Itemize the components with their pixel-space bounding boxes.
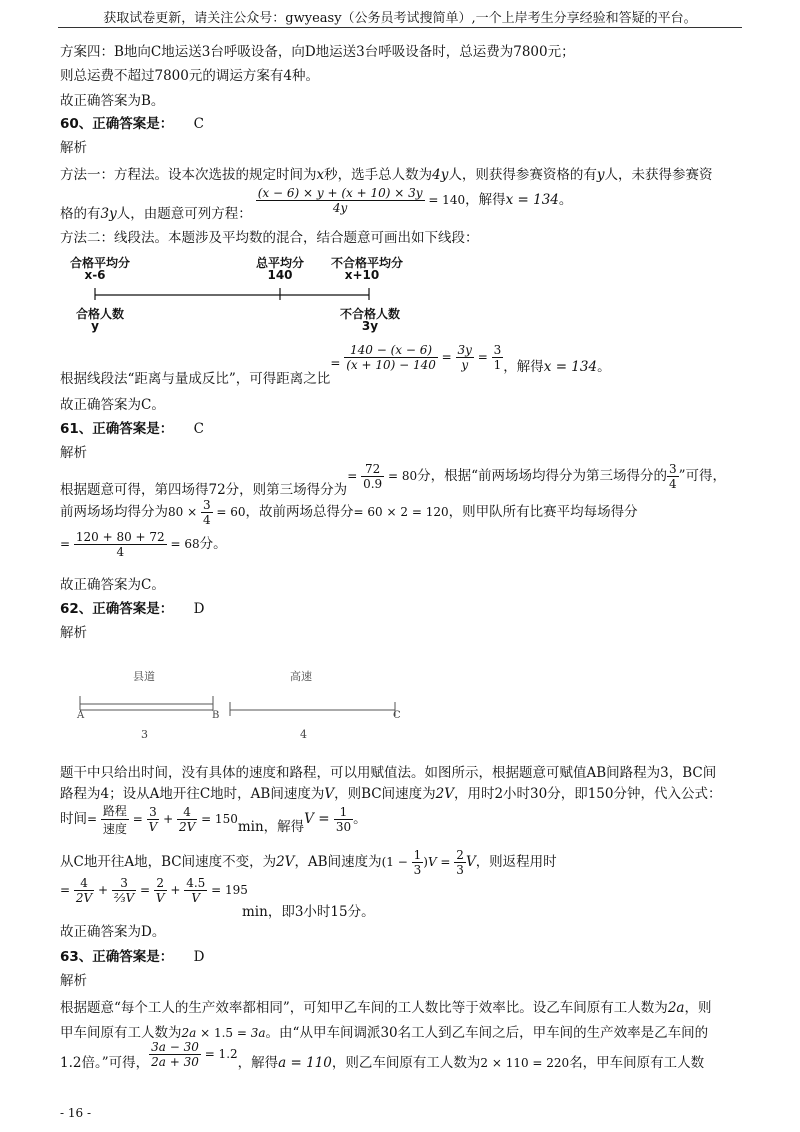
text-seg: 分。 [199, 536, 227, 552]
q63-line3: 1.2倍。”可得， $\frac{3a - 30}{2a + 30}$ = 1.2，解得a = 110，则乙车间原有工人数为2 × 110 = 220名，甲车间原有工人数 [60, 1040, 705, 1071]
answer-line: 故正确答案为D。 [60, 924, 166, 940]
answer-letter: C [193, 421, 204, 437]
page-number: - 16 - [60, 1106, 92, 1120]
text-seg: 人，未获得参赛资 [604, 167, 713, 183]
question-number: 60、正确答案是： [60, 116, 174, 132]
question-63-heading [60, 945, 204, 965]
text-seg: 从C地开往A地，BC间速度不变，为 [60, 854, 277, 870]
math: x = 134 [505, 192, 559, 208]
text-seg: ，则BC间速度为 [334, 786, 436, 802]
text-seg: 人，由题意可列方程： [116, 206, 252, 222]
q61-line1: 根据题意可得，第四场得72分，则第三场得分为= $\frac{72}{0.9}$ = 80分，根据“前两场场均得分为第三场得分的 $\frac{3}{4}$ ”可得， [60, 462, 727, 498]
text-seg: ”可得， [678, 468, 727, 484]
fraction: $\frac{140 - (x - 6)}{(x + 10) - 140}$ [346, 343, 436, 372]
point-label: C [393, 710, 401, 721]
answer-line: 故正确答案为B。 [60, 93, 165, 109]
fraction: $\frac{4.5}{V}$ [186, 876, 206, 905]
text-seg: 分，根据“前两场场均得分为第三场得分的 [417, 468, 668, 484]
page-header: 获取试卷更新，请关注公众号：gwyeasy（公务员考试搜简单）,一个上岸考生分享经验和答疑的平台。 [103, 11, 697, 26]
text-seg: 人，则获得参赛资格的有 [448, 167, 597, 183]
diagram-value: 140 [267, 268, 293, 282]
text-seg: ，解得 [465, 192, 506, 208]
text-seg: ，则甲队所有比赛平均每场得分 [448, 504, 638, 520]
text-seg: 前两场场均得分为 [60, 504, 168, 520]
math: x [316, 167, 325, 183]
text-seg: 名，甲车间原有工人数 [569, 1055, 705, 1071]
question-60-heading [60, 112, 204, 132]
text-seg: 格的有 [60, 206, 101, 222]
analysis-label: 解析 [60, 140, 87, 156]
text-seg: ，则返程用时 [475, 854, 557, 870]
method-one-line [60, 163, 712, 183]
diagram-label: 不合格人数 [339, 307, 400, 321]
diagram-value: 3y [361, 319, 379, 333]
question-61-heading [60, 417, 204, 437]
text-seg: 甲车间原有工人数为 [60, 1025, 182, 1041]
fraction: $\frac{3y}{y}$ [457, 343, 472, 372]
question-number: 61、正确答案是： [60, 421, 174, 437]
analysis-label: 解析 [60, 625, 87, 641]
text-seg: ，AB间速度为 [294, 854, 382, 870]
fraction: $\frac{3}{\text{⅔V}}$ [113, 876, 135, 905]
question-number: 62、正确答案是： [60, 601, 174, 617]
diagram-label: 总平均分 [255, 256, 304, 270]
fraction: $\frac{2}{3}$ [456, 848, 464, 877]
text-seg: ，则乙车间原有工人数为 [331, 1055, 481, 1071]
header-rule [58, 27, 742, 28]
text-line: 方案四：B地向C地运送3台呼吸设备，向D地运送3台呼吸设备时，总运费为7800元； [60, 44, 575, 60]
q61-line2: 前两场场均得分为80 × $\frac{3}{4}$ = 60，故前两场总得分= 60 × 2 = 120，则甲队所有比赛平均每场得分 [60, 498, 638, 527]
text-line: 则总运费不超过7800元的调运方案有4种。 [60, 68, 319, 84]
fraction: $\frac{3}{4}$ [669, 462, 677, 491]
fraction: $\frac{72}{0.9}$ [363, 462, 383, 491]
text-seg: 方法一：方程法。设本次选拔的规定时间为 [60, 167, 317, 183]
answer-letter: C [193, 116, 204, 132]
text-seg: 。 [558, 192, 573, 208]
text-seg: ，解得 [237, 1055, 279, 1071]
length-label: 3 [141, 728, 148, 741]
fraction: $\frac{120 + 80 + 72}{4}$ [75, 530, 165, 559]
diagram-label: 合格平均分 [69, 256, 130, 270]
text-seg: ，用时2小时30分，即150分钟，代入公式： [453, 786, 722, 802]
answer-line: 故正确答案为C。 [60, 577, 165, 593]
q62-line6: min，即3小时15分。 [242, 904, 375, 920]
diagram-label: 不合格平均分 [330, 256, 403, 270]
text-seg: 根据题意可得，第四场得72分，则第三场得分为 [60, 482, 348, 498]
answer-line: 故正确答案为C。 [60, 397, 165, 413]
fraction: $\frac{1}{3}$ [413, 848, 422, 877]
text-seg: ，故前两场总得分 [245, 504, 354, 520]
segment-label: 高速 [290, 670, 312, 683]
point-label: B [212, 710, 220, 721]
analysis-label: 解析 [60, 445, 87, 461]
q62-line5: = $\frac{4}{2V}$ + $\frac{3}{\text{⅔V}}$ = $\frac{2}{V}$ + $\frac{4.5}{V}$ = 195 [60, 876, 248, 905]
point-label: A [77, 710, 85, 721]
fraction: $\frac{4}{2V}$ [178, 805, 196, 834]
q62-line2: 路程为4；设从A地开往C地时，AB间速度为V，则BC间速度为2V，用时2小时30分，即150分钟，代入公式： [60, 786, 722, 802]
fraction-equation: $\frac{(x - 6) \times y + (x + 10) \times 3y}{4y}$ [257, 186, 423, 215]
text-seg: 时间 [60, 811, 87, 827]
math: y [596, 167, 605, 183]
math: 4y [432, 167, 449, 183]
text-seg: 根据题意“每个工人的生产效率都相同”，可知甲乙车间的工人数比等于效率比。设乙车间原有工人数为 [60, 1000, 668, 1016]
question-62-heading [60, 597, 204, 617]
equation-line: 格的有3y人，由题意可列方程： $\frac{(x - 6) \times y + (x + 10) \times 3y}{4y}$ = 140，解得x = 134。 [60, 186, 573, 222]
answer-letter: D [193, 601, 205, 617]
fraction: $\frac{\text{路程}}{\text{速度}}$ [102, 804, 127, 836]
text-seg: 秒，选手总人数为 [324, 167, 433, 183]
text-seg: 。由“从甲车间调派30名工人到乙车间之后，甲车间的生产效率是乙车间的 [265, 1025, 709, 1041]
route-diagram [70, 690, 410, 720]
segment-label: 县道 [133, 670, 155, 683]
q61-line3: = $\frac{120 + 80 + 72}{4}$ = 68分。 [60, 530, 227, 559]
diagram-value: x+10 [344, 268, 380, 282]
text-seg: 。 [597, 359, 611, 375]
question-number: 63、正确答案是： [60, 949, 174, 965]
answer-letter: D [193, 949, 205, 965]
q63-line1: 根据题意“每个工人的生产效率都相同”，可知甲乙车间的工人数比等于效率比。设乙车间原有工人数为2a，则 [60, 1000, 712, 1016]
fraction: $\frac{3}{1}$ [493, 343, 502, 372]
diagram-value: x-6 [84, 268, 106, 282]
math: 3y [100, 206, 117, 222]
text-seg: 路程为4；设从A地开往C地时，AB间速度为 [60, 786, 325, 802]
fraction: $\frac{4}{2V}$ [75, 876, 93, 905]
diagram-value: y [91, 319, 99, 333]
fraction: $\frac{1}{30}$ [335, 805, 352, 834]
q62-line1: 题干中只给出时间，没有具体的速度和路程，可以用赋值法。如图所示，根据题意可赋值AB间路程为3，BC间 [60, 765, 717, 781]
ratio-line: 根据线段法“距离与量成反比”，可得距离之比= $\frac{140 - (x - 6)}{(x + 10) - 140}$ = $\frac{3y}{y}$ = $\frac{3}{1}$ ，解得x = 134。 [60, 343, 611, 387]
text-seg: 根据线段法“距离与量成反比”，可得距离之比 [60, 371, 331, 387]
q63-line2: 甲车间原有工人数为2a × 1.5 = 3a。由“从甲车间调派30名工人到乙车间之后，甲车间的生产效率是乙车间的 [60, 1025, 709, 1041]
text-seg: ，则 [684, 1000, 712, 1016]
text-seg: min，解得 [237, 819, 305, 835]
q62-line3: 时间= $\frac{\text{路程}}{\text{速度}}$ = $\frac{3}{V}$ + $\frac{4}{2V}$ = 150min，解得V = $\frac{1}{30}$ 。 [60, 804, 367, 836]
q62-line4: 从C地开往A地，BC间速度不变，为2V，AB间速度为(1 − $\frac{1}{3}$ )V = $\frac{2}{3}$ V，则返程用时 [60, 848, 557, 877]
fraction: $\frac{2}{V}$ [155, 876, 165, 905]
fraction: $\frac{3}{V}$ [148, 805, 158, 834]
fraction: $\frac{3}{4}$ [202, 498, 211, 527]
method-two-line: 方法二：线段法。本题涉及平均数的混合，结合题意可画出如下线段： [60, 230, 479, 246]
analysis-label: 解析 [60, 973, 87, 989]
fraction: $\frac{3a - 30}{2a + 30}$ [151, 1040, 199, 1069]
length-label: 4 [300, 728, 307, 741]
diagram-label: 合格人数 [75, 307, 124, 321]
text-seg: ，解得 [503, 359, 544, 375]
text-seg: 1.2倍。”可得， [60, 1055, 150, 1071]
